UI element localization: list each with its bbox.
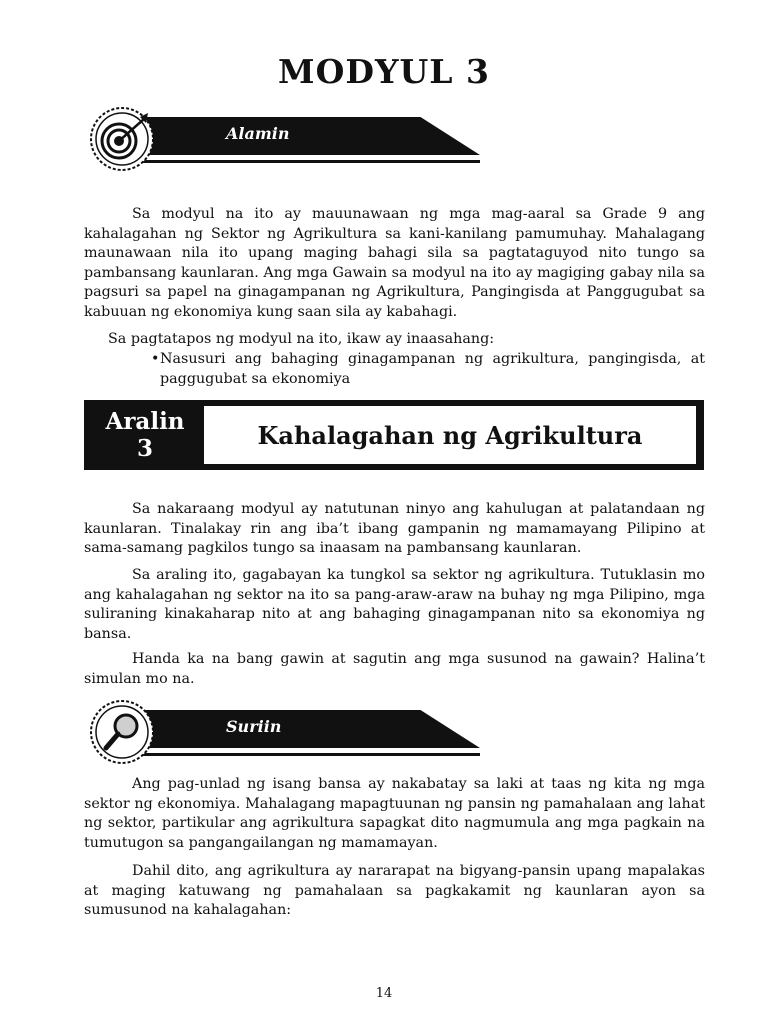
alamin-label: Alamin xyxy=(226,124,290,143)
magnifying-glass-icon xyxy=(88,698,156,766)
suriin-label: Suriin xyxy=(226,717,282,736)
banner-tab xyxy=(130,117,480,155)
aralin-label: Aralin xyxy=(105,408,185,435)
objective-text: Nasusuri ang bahaging ginagampanan ng agrikultura, pangingisda, at paggugubat sa ekonomiya xyxy=(160,351,705,387)
suriin-paragraph-1: Ang pag-unlad ng isang bansa ay nakabatay sa laki at taas ng kita ng mga sektor ng ekonomiya. Mahalagang mapagtuunan ng pansin ng pamahalaan ang lahat ng sektor, partikular ang agrikultura sapagkat dito nagmumula ang mga pagkain na tumutugon sa pangangailangan ng mamamayan. xyxy=(84,776,705,851)
aralin-header xyxy=(84,400,704,470)
objective-item xyxy=(151,350,705,389)
suriin-paragraph-2: Dahil dito, ang agrikultura ay nararapat na bigyang-pansin upang mapalakas at maging katuwang ng pamahalaan sa pagkakamit ng kaunlaran ayon sa sumusunod na kahalagahan: xyxy=(84,863,705,918)
banner-underline xyxy=(130,160,480,163)
module-title: MODYUL 3 xyxy=(278,52,490,91)
target-icon xyxy=(88,105,156,173)
bullet-icon: • xyxy=(151,351,160,367)
lesson-paragraph-3: Handa ka na bang gawin at sagutin ang mga susunod na gawain? Halina’t simulan mo na. xyxy=(84,651,705,687)
lesson-paragraph-2: Sa araling ito, gagabayan ka tungkol sa sektor ng agrikultura. Tutuklasin mo ang kahalagahan ng sektor na ito sa pang-araw-araw na buhay ng mga Pilipino, mga suliraning kinakaharap nito at ang bahaging ginagampanan nito sa ekonomiya ng bansa. xyxy=(84,567,705,642)
banner-underline xyxy=(130,753,480,756)
aralin-label-box xyxy=(86,402,204,468)
page-number: 14 xyxy=(375,986,393,1001)
aralin-title: Kahalagahan ng Agrikultura xyxy=(204,406,696,464)
suriin-banner xyxy=(88,698,488,770)
banner-tab xyxy=(130,710,480,748)
objective-intro: Sa pagtatapos ng modyul na ito, ikaw ay inaasahang: xyxy=(108,331,495,347)
lesson-paragraph-1: Sa nakaraang modyul ay natutunan ninyo ang kahulugan at palatandaan ng kaunlaran. Tinalakay rin ang iba’t ibang gampanin ng mamamayang Pilipino at sama-samang pagkilos tungo sa inaasam na pambansang kaunlaran. xyxy=(84,501,705,556)
alamin-paragraph: Sa modyul na ito ay mauunawaan ng mga mag-aaral sa Grade 9 ang kahalagahan ng Sektor ng Agrikultura sa kani-kanilang pamumuhay. Mahalagang maunawaan nila ito upang maging bahagi sila sa pagtataguyod nito tungo sa pambansang kaunlaran. Ang mga Gawain sa modyul na ito ay magiging gabay nila sa pagsuri sa papel na ginagampanan ng Agrikultura, Pangingisda at Panggugubat sa kabuuan ng ekonomiya kung saan sila ay kabahagi. xyxy=(84,206,705,320)
alamin-banner xyxy=(88,105,488,177)
aralin-number: 3 xyxy=(136,435,153,462)
